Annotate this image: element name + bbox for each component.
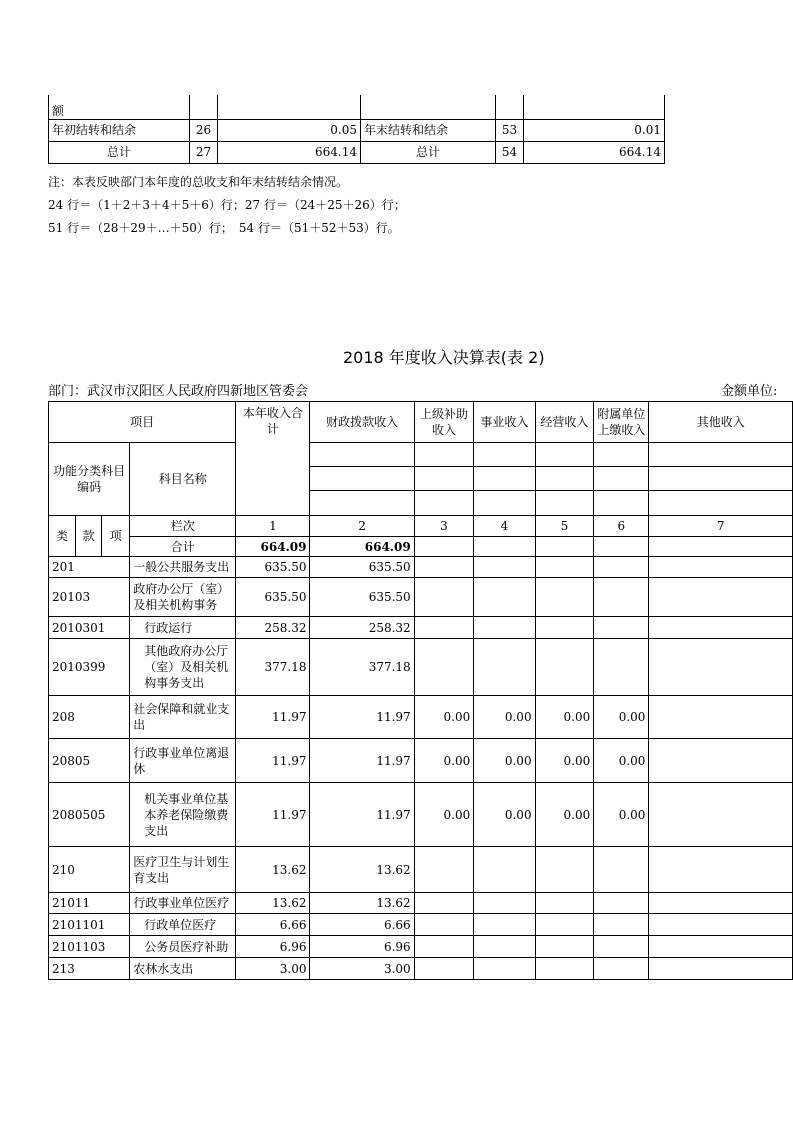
header-operating: 经营收入: [535, 402, 594, 443]
header-subject-name: 科目名称: [130, 443, 236, 516]
subject-code: 20805: [49, 739, 130, 783]
amount-cell: [414, 936, 474, 958]
header-other: 其他收入: [649, 402, 793, 443]
amount-cell: 6.66: [236, 914, 310, 936]
row-label: 年初结转和结余: [49, 119, 190, 141]
table-row: [49, 958, 793, 980]
header-affiliated: 附属单位上缴收入: [594, 402, 649, 443]
amount-cell: [594, 847, 649, 893]
amount-cell: 11.97: [310, 783, 414, 847]
amount-cell: [535, 578, 594, 617]
header-heji: 合计: [130, 537, 236, 557]
subject-name: 农林水支出: [130, 958, 236, 980]
header-func-code: 功能分类科目编码: [49, 443, 130, 516]
amount-cell: 0.00: [414, 783, 474, 847]
amount-cell: [414, 914, 474, 936]
amount-cell: [535, 936, 594, 958]
amount-cell: [594, 557, 649, 578]
subject-code: 20103: [49, 578, 130, 617]
amount-cell: [535, 893, 594, 914]
amount-cell: 0.00: [594, 739, 649, 783]
subject-code: 2010301: [49, 617, 130, 639]
header-business: 事业收入: [474, 402, 535, 443]
subject-code: 2010399: [49, 639, 130, 696]
subject-code: 201: [49, 557, 130, 578]
amount-cell: [414, 617, 474, 639]
amount-cell: 0.00: [594, 696, 649, 739]
header-fiscal: 财政拨款收入: [310, 402, 414, 443]
amount-cell: [594, 578, 649, 617]
total-cell: 664.09: [236, 537, 310, 557]
subject-name: 医疗卫生与计划生育支出: [130, 847, 236, 893]
header-superior: 上级补助收入: [414, 402, 474, 443]
table-row: [49, 696, 793, 739]
amount-cell: [414, 847, 474, 893]
subject-code: 2080505: [49, 783, 130, 847]
amount-cell: 11.97: [310, 739, 414, 783]
header-lanci: 栏次: [130, 516, 236, 537]
subject-name: 其他政府办公厅（室）及相关机构事务支出: [130, 639, 236, 696]
amount-cell: [414, 958, 474, 980]
row-number: 54: [496, 141, 524, 163]
row-label: 总计: [49, 141, 190, 163]
amount-cell: [594, 617, 649, 639]
note-line: 注：本表反映部门本年度的总收支和年末结转结余情况。: [48, 175, 349, 189]
amount-cell: [414, 893, 474, 914]
row-label: 额: [49, 95, 190, 119]
amount-cell: 664.14: [218, 141, 361, 163]
amount-cell: 0.05: [218, 119, 361, 141]
amount-cell: [414, 557, 474, 578]
subject-name: 公务员医疗补助: [130, 936, 236, 958]
amount-cell: [474, 936, 535, 958]
amount-cell: [594, 936, 649, 958]
amount-cell: 635.50: [310, 557, 414, 578]
table-row: [49, 95, 665, 119]
empty-cell: [649, 783, 793, 847]
amount-cell: 0.00: [474, 739, 535, 783]
table-row: [49, 578, 793, 617]
amount-cell: 6.96: [236, 936, 310, 958]
amount-cell: 635.50: [236, 557, 310, 578]
amount-cell: [594, 958, 649, 980]
empty-cell: [649, 739, 793, 783]
subject-name: 行政事业单位离退休: [130, 739, 236, 783]
subject-name: 社会保障和就业支出: [130, 696, 236, 739]
header-lei: 类: [49, 516, 76, 557]
amount-cell: 0.00: [414, 696, 474, 739]
table-row: [49, 914, 793, 936]
income-table: [48, 401, 793, 980]
amount-cell: 13.62: [236, 893, 310, 914]
subject-code: 208: [49, 696, 130, 739]
header-xiang: 项: [102, 516, 130, 557]
amount-cell: [474, 847, 535, 893]
subject-name: 一般公共服务支出: [130, 557, 236, 578]
amount-cell: 635.50: [236, 578, 310, 617]
amount-cell: 3.00: [310, 958, 414, 980]
empty-cell: [649, 893, 793, 914]
amount-cell: 13.62: [310, 847, 414, 893]
amount-cell: 0.00: [535, 783, 594, 847]
header-item: 项目: [49, 402, 236, 443]
col-number: 1: [236, 516, 310, 537]
row-number: 53: [496, 119, 524, 141]
table-row: [49, 739, 793, 783]
header-row: [49, 402, 793, 443]
amount-cell: 13.62: [310, 893, 414, 914]
amount-cell: 0.01: [524, 119, 665, 141]
col-number: 2: [310, 516, 414, 537]
department-label: 部门：武汉市汉阳区人民政府四新地区管委会: [48, 384, 309, 399]
subject-code: 2101103: [49, 936, 130, 958]
row-label: 年末结转和结余: [361, 119, 496, 141]
table-row: [49, 119, 665, 141]
col-number: 3: [414, 516, 474, 537]
amount-cell: 0.00: [414, 739, 474, 783]
amount-cell: 6.96: [310, 936, 414, 958]
total-row: [49, 537, 793, 557]
amount-cell: 0.00: [594, 783, 649, 847]
subject-name: 行政单位医疗: [130, 914, 236, 936]
amount-cell: 11.97: [236, 696, 310, 739]
amount-cell: [535, 914, 594, 936]
row-label: 总计: [361, 141, 496, 163]
empty-cell: [649, 617, 793, 639]
amount-cell: [414, 639, 474, 696]
amount-cell: [474, 639, 535, 696]
col-number: 7: [649, 516, 793, 537]
subject-code: 210: [49, 847, 130, 893]
amount-cell: 3.00: [236, 958, 310, 980]
subject-name: 政府办公厅（室）及相关机构事务: [130, 578, 236, 617]
subject-code: 213: [49, 958, 130, 980]
amount-cell: 0.00: [535, 696, 594, 739]
table-row: [49, 639, 793, 696]
amount-cell: [474, 893, 535, 914]
table-row: [49, 617, 793, 639]
total-cell: 664.09: [310, 537, 414, 557]
amount-cell: [474, 617, 535, 639]
amount-cell: [535, 557, 594, 578]
amount-cell: 258.32: [236, 617, 310, 639]
amount-cell: [474, 578, 535, 617]
amount-cell: [474, 914, 535, 936]
subject-name: 行政事业单位医疗: [130, 893, 236, 914]
empty-cell: [649, 958, 793, 980]
subject-name: 行政运行: [130, 617, 236, 639]
amount-cell: 635.50: [310, 578, 414, 617]
subject-code: 21011: [49, 893, 130, 914]
table-row: [49, 847, 793, 893]
amount-cell: 0.00: [535, 739, 594, 783]
subject-code: 2101101: [49, 914, 130, 936]
summary-table-continued: [48, 95, 665, 164]
header-row: [49, 443, 793, 467]
amount-cell: 11.97: [310, 696, 414, 739]
amount-cell: [594, 914, 649, 936]
empty-cell: [649, 847, 793, 893]
empty-cell: [649, 914, 793, 936]
page-title: 2018 年度收入决算表(表 2): [343, 348, 545, 367]
amount-cell: 0.00: [474, 696, 535, 739]
table-row: [49, 936, 793, 958]
column-number-row: [49, 516, 793, 537]
row-number: 26: [190, 119, 218, 141]
col-number: 5: [535, 516, 594, 537]
table-row: [49, 783, 793, 847]
amount-cell: 664.14: [524, 141, 665, 163]
amount-cell: 11.97: [236, 783, 310, 847]
amount-cell: 377.18: [236, 639, 310, 696]
table-row: [49, 557, 793, 578]
amount-cell: [535, 958, 594, 980]
note-line: 24 行＝（1＋2＋3＋4＋5＋6）行；27 行＝（24＋25＋26）行；: [48, 198, 406, 212]
row-number: 27: [190, 141, 218, 163]
amount-cell: 0.00: [474, 783, 535, 847]
table-row: [49, 893, 793, 914]
header-total-income: 本年收入合计: [236, 402, 310, 516]
income-table-body: [49, 557, 793, 980]
amount-cell: [535, 617, 594, 639]
amount-cell: [414, 578, 474, 617]
unit-label: 金额单位:: [721, 384, 778, 399]
amount-cell: 258.32: [310, 617, 414, 639]
amount-cell: [474, 958, 535, 980]
table-row: [49, 141, 665, 163]
col-number: 4: [474, 516, 535, 537]
amount-cell: [594, 639, 649, 696]
amount-cell: [474, 557, 535, 578]
amount-cell: 6.66: [310, 914, 414, 936]
empty-cell: [649, 578, 793, 617]
amount-cell: 11.97: [236, 739, 310, 783]
empty-cell: [649, 639, 793, 696]
header-kuan: 款: [76, 516, 102, 557]
note-line: 51 行＝（28＋29＋…＋50）行； 54 行＝（51＋52＋53）行。: [48, 221, 400, 235]
empty-cell: [649, 936, 793, 958]
amount-cell: [535, 639, 594, 696]
empty-cell: [649, 696, 793, 739]
empty-cell: [649, 557, 793, 578]
amount-cell: [535, 847, 594, 893]
col-number: 6: [594, 516, 649, 537]
amount-cell: [594, 893, 649, 914]
amount-cell: 377.18: [310, 639, 414, 696]
subject-name: 机关事业单位基本养老保险缴费支出: [130, 783, 236, 847]
amount-cell: 13.62: [236, 847, 310, 893]
